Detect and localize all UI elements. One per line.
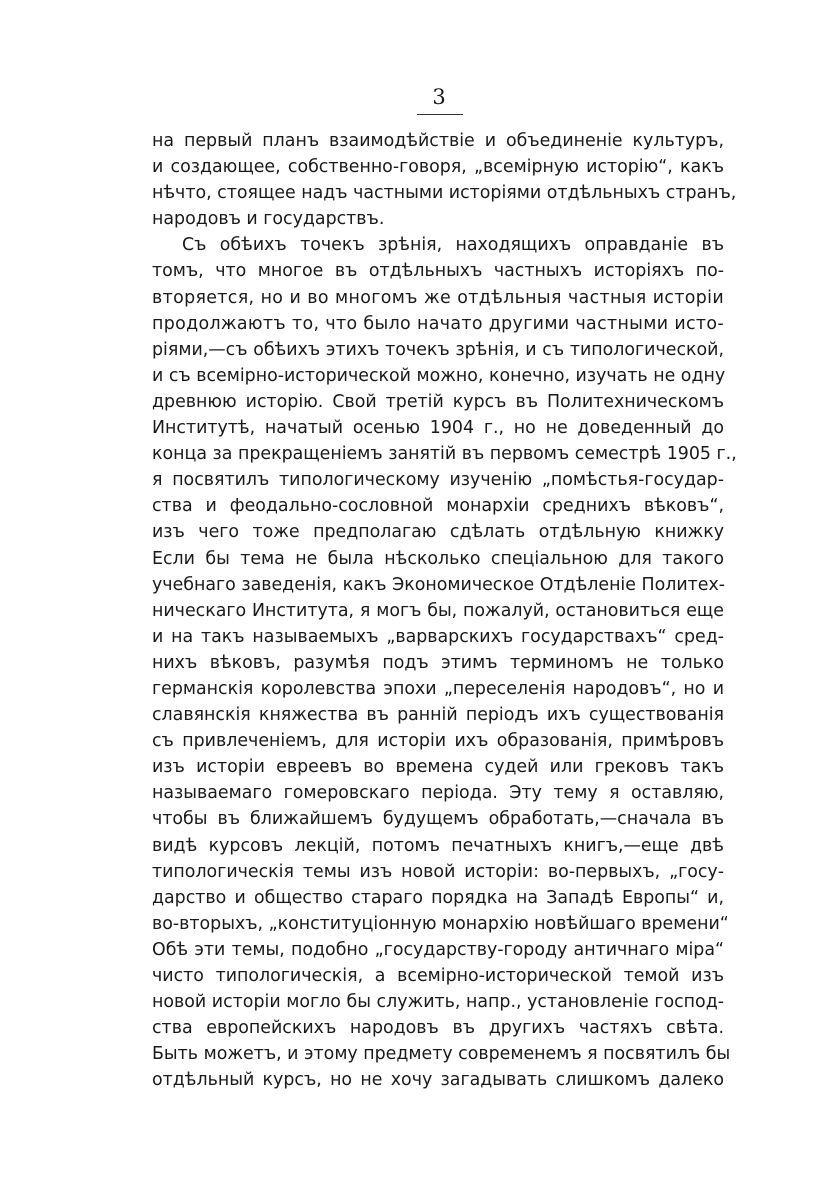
page-number: 3 (432, 85, 446, 109)
text-line: видѣ курсовъ лекцій, потомъ печатныхъ книгъ,—еще двѣ (152, 835, 724, 856)
text-line: я посвятилъ типологическому изученію „помѣстья-государ- (152, 470, 724, 491)
text-line: изъ исторіи евреевъ во времена судей или грековъ такъ (152, 757, 724, 778)
text-line: во-вторыхъ, „конституціонную монархію новѣйшаго времени“ (152, 913, 729, 934)
text-line: съ привлеченіемъ, для исторіи ихъ образованія, примѣровъ (152, 731, 724, 752)
text-line: народовъ и государствъ. (152, 209, 385, 230)
text-line: учебнаго заведенія, какъ Экономическое Отдѣленіе Политех- (152, 574, 726, 595)
text-line: германскія королевства эпохи „переселенія народовъ“, но и (152, 678, 724, 699)
text-line: ническаго Института, я могъ бы, пожалуй, остановиться еще (152, 600, 724, 621)
text-line: вторяется, но и во многомъ же отдѣльныя частныя исторіи (152, 287, 724, 308)
text-line: славянскія княжества въ ранній періодъ ихъ существованія (152, 705, 724, 726)
paragraph-first-line: Съ обѣихъ точекъ зрѣнія, находящихъ оправданіе въ (182, 235, 724, 256)
text-line: продолжаютъ то, что было начато другими частными исто- (152, 313, 724, 334)
text-line: называемаго гомеровскаго періода. Эту тему я оставляю, (152, 783, 724, 804)
text-line: нихъ вѣковъ, разумѣя подъ этимъ терминомъ не только (152, 652, 724, 673)
text-line: отдѣльный курсъ, но не хочу загадывать слишкомъ далеко (152, 1070, 724, 1091)
text-line: ства европейскихъ народовъ въ другихъ частяхъ свѣта. (152, 1018, 724, 1039)
text-line: конца за прекращеніемъ занятій въ первомъ семестрѣ 1905 г., (152, 444, 737, 465)
text-line: Институтѣ, начатый осенью 1904 г., но не доведенный до (152, 418, 724, 439)
text-line: типологическія темы изъ новой исторіи: во-первыхъ, „госу- (152, 861, 724, 882)
text-line: древнюю исторію. Свой третій курсъ въ Политехническомъ (152, 391, 724, 412)
page-number-rule (417, 114, 463, 115)
text-line: новой исторіи могло бы служить, напр., установленіе господ- (152, 992, 724, 1013)
text-line: нѣчто, стоящее надъ частными исторіями отдѣльныхъ странъ, (152, 183, 737, 204)
text-line: изъ чего тоже предполагаю сдѣлать отдѣльную книжку (152, 522, 724, 543)
text-line: и на такъ называемыхъ „варварскихъ государствахъ“ сред- (152, 626, 724, 647)
text-line: томъ, что многое въ отдѣльныхъ частныхъ исторіяхъ по- (152, 261, 724, 282)
text-line: дарство и общество стараго порядка на Западѣ Европы“ и, (152, 887, 724, 908)
text-line: чисто типологическія, а всемірно-исторической темой изъ (152, 966, 724, 986)
text-line: Обѣ эти темы, подобно „государству-городу античнаго міра“ (152, 939, 724, 960)
text-line: ріями,—съ обѣихъ этихъ точекъ зрѣнія, и съ типологической, (152, 339, 724, 360)
text-line: чтобы въ ближайшемъ будущемъ обработать,—сначала въ (152, 809, 724, 830)
text-line: на первый планъ взаимодѣйствіе и объединеніе культуръ, (152, 131, 724, 151)
text-line: Если бы тема не была нѣсколько спеціальною для такого (152, 548, 724, 569)
text-line: Быть можетъ, и этому предмету современемъ я посвятилъ бы (152, 1044, 731, 1065)
page-body-text (152, 128, 737, 1093)
text-line: и съ всемірно-исторической можно, конечно, изучать не одну (152, 365, 726, 386)
text-line: ства и феодально-сословной монархіи среднихъ вѣковъ“, (152, 496, 724, 517)
text-line: и создающее, собственно-говоря, „всемірную исторію“, какъ (152, 157, 724, 178)
